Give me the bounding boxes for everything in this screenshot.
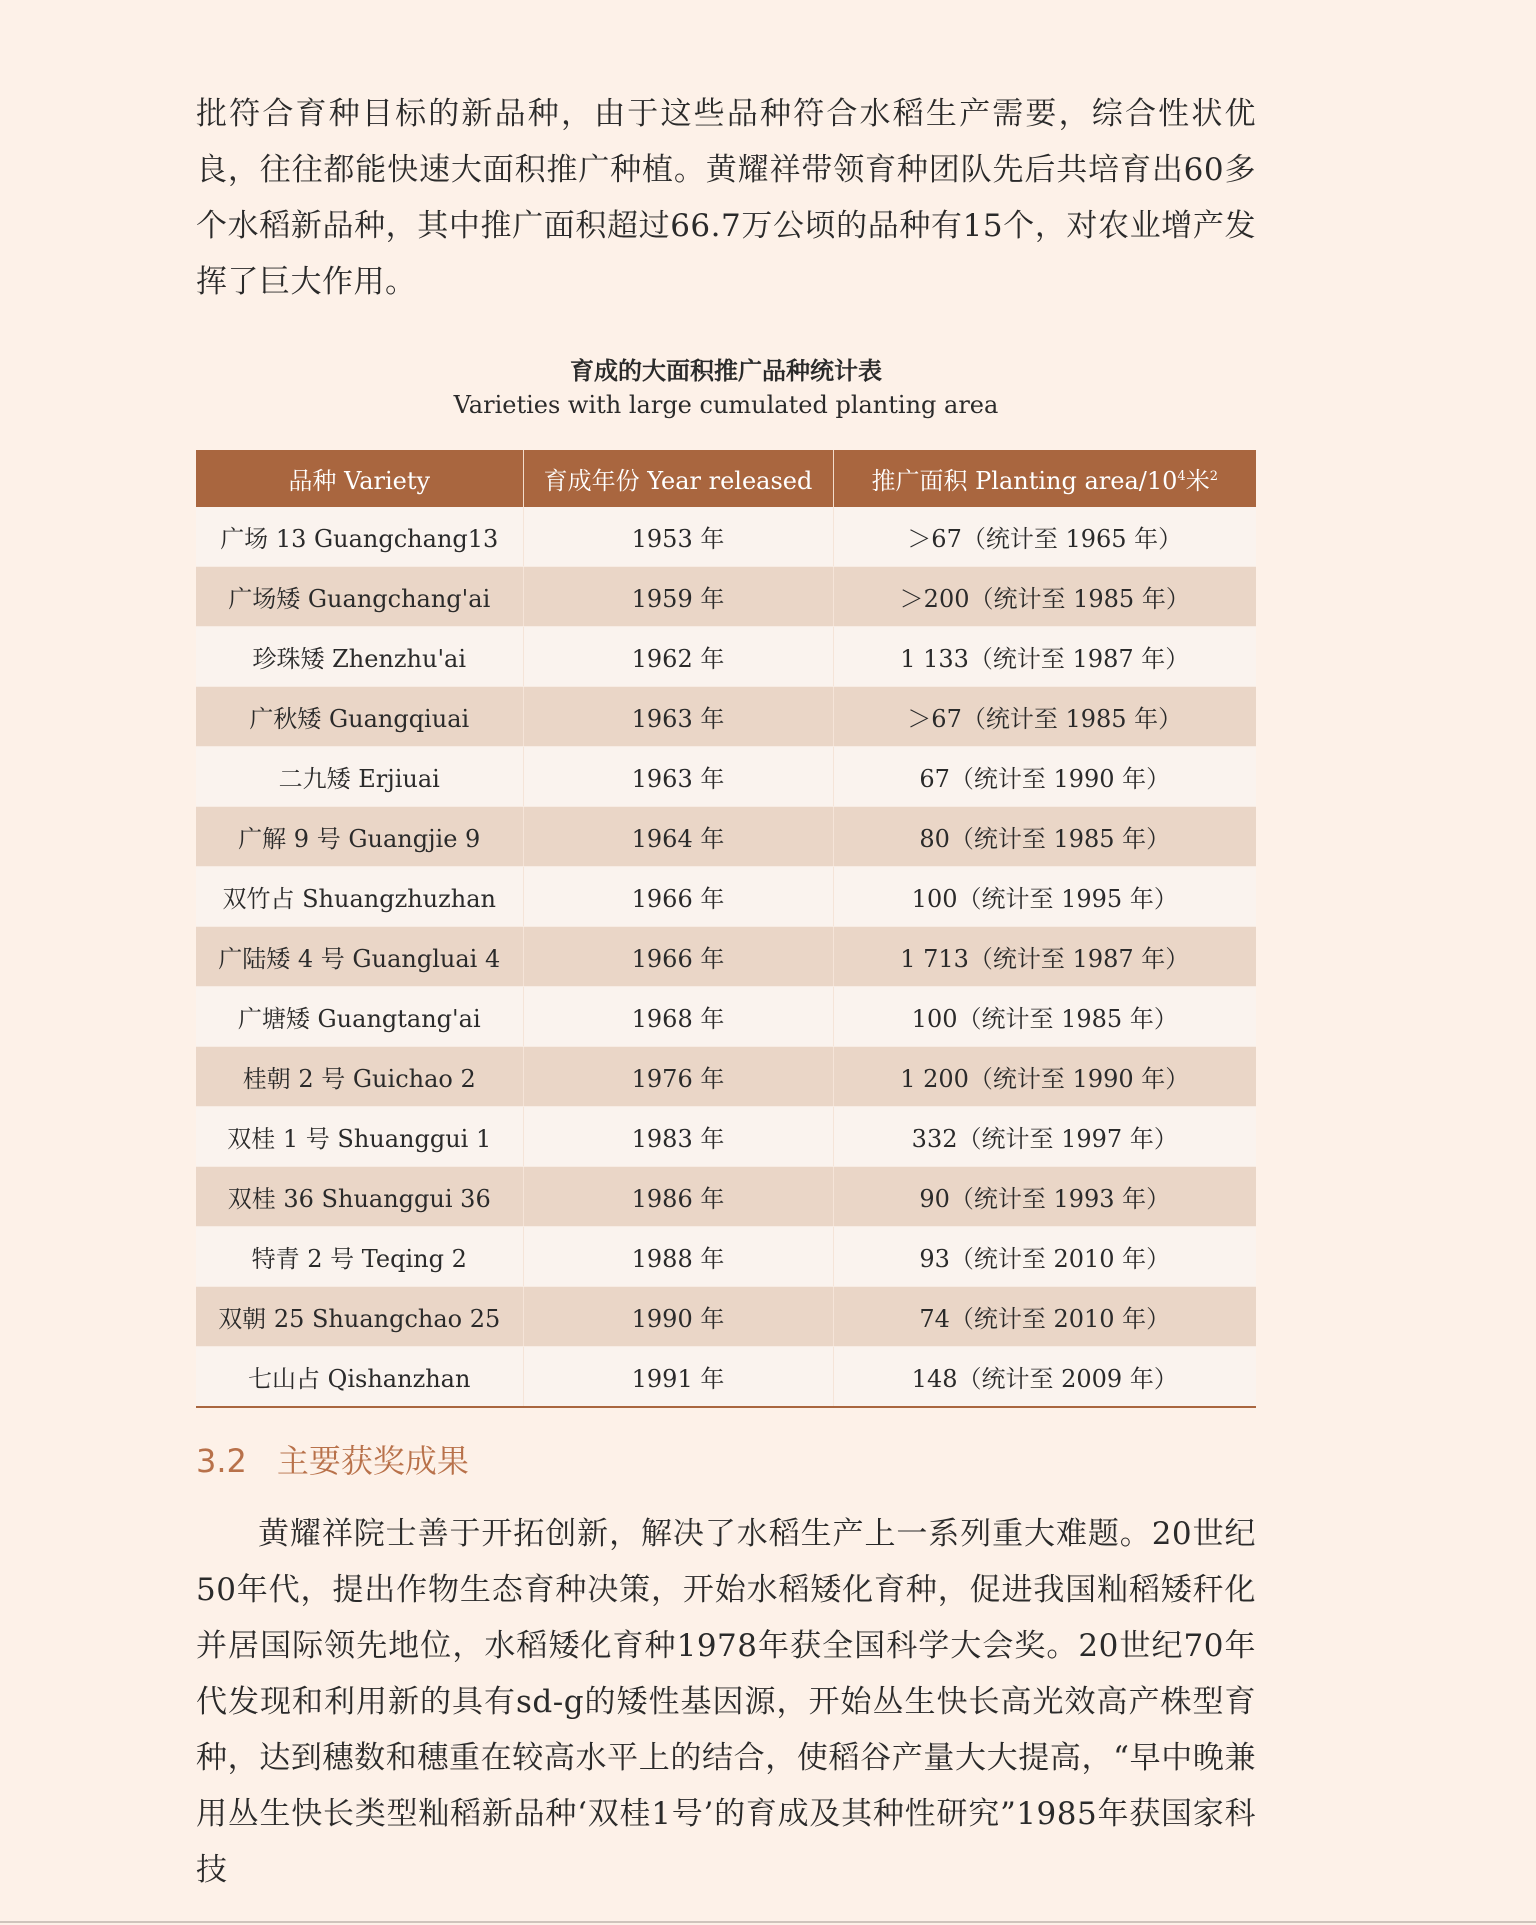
page-content [196, 86, 1256, 1898]
table-row [196, 747, 1256, 807]
cell-variety: 特青 2 号 Teqing 2 [196, 1227, 523, 1287]
cell-area: ＞67（统计至 1965 年） [833, 507, 1256, 567]
cell-area: 93（统计至 2010 年） [833, 1227, 1256, 1287]
cell-year: 1966 年 [523, 927, 833, 987]
cell-year: 1990 年 [523, 1287, 833, 1347]
table-row [196, 1347, 1256, 1408]
table-row [196, 1287, 1256, 1347]
table-row [196, 1107, 1256, 1167]
table-row [196, 867, 1256, 927]
cell-area: 148（统计至 2009 年） [833, 1347, 1256, 1408]
section-number: 3.2 [196, 1442, 247, 1480]
table-title: 育成的大面积推广品种统计表 [570, 357, 882, 385]
table-row [196, 927, 1256, 987]
table-row [196, 1227, 1256, 1287]
cell-area: 67（统计至 1990 年） [833, 747, 1256, 807]
table-row [196, 507, 1256, 567]
table-row [196, 567, 1256, 627]
cell-area: ＞200（统计至 1985 年） [833, 567, 1256, 627]
section-heading [196, 1438, 1256, 1484]
cell-area: 1 200（统计至 1990 年） [833, 1047, 1256, 1107]
cell-year: 1962 年 [523, 627, 833, 687]
cell-year: 1963 年 [523, 747, 833, 807]
header-area-exp: 4 [1177, 469, 1186, 484]
cell-year: 1963 年 [523, 687, 833, 747]
header-area [833, 450, 1256, 507]
cell-year: 1986 年 [523, 1167, 833, 1227]
header-year: 育成年份 Year released [523, 450, 833, 507]
cell-area: 74（统计至 2010 年） [833, 1287, 1256, 1347]
varieties-table [196, 450, 1256, 1408]
cell-area: 332（统计至 1997 年） [833, 1107, 1256, 1167]
cell-variety: 广秋矮 Guangqiuai [196, 687, 523, 747]
header-area-unit: 米 [1185, 467, 1210, 495]
cell-year: 1953 年 [523, 507, 833, 567]
cell-variety: 广解 9 号 Guangjie 9 [196, 807, 523, 867]
cell-variety: 广场 13 Guangchang13 [196, 507, 523, 567]
cell-year: 1968 年 [523, 987, 833, 1047]
table-row [196, 627, 1256, 687]
table-row [196, 1047, 1256, 1107]
cell-year: 1988 年 [523, 1227, 833, 1287]
table-body [196, 507, 1256, 1407]
cell-variety: 双桂 1 号 Shuanggui 1 [196, 1107, 523, 1167]
cell-area: 1 713（统计至 1987 年） [833, 927, 1256, 987]
header-area-prefix: 推广面积 Planting area/10 [871, 467, 1178, 495]
cell-year: 1976 年 [523, 1047, 833, 1107]
cell-area: 100（统计至 1985 年） [833, 987, 1256, 1047]
cell-area: 80（统计至 1985 年） [833, 807, 1256, 867]
cell-variety: 广塘矮 Guangtang'ai [196, 987, 523, 1047]
cell-year: 1959 年 [523, 567, 833, 627]
cell-area: 90（统计至 1993 年） [833, 1167, 1256, 1227]
cell-variety: 广场矮 Guangchang'ai [196, 567, 523, 627]
bottom-rule [0, 1921, 1536, 1923]
cell-variety: 桂朝 2 号 Guichao 2 [196, 1047, 523, 1107]
table-row [196, 687, 1256, 747]
table-row [196, 807, 1256, 867]
cell-year: 1991 年 [523, 1347, 833, 1408]
table-subtitle: Varieties with large cumulated planting area [453, 391, 999, 419]
cell-variety: 二九矮 Erjiuai [196, 747, 523, 807]
cell-variety: 广陆矮 4 号 Guangluai 4 [196, 927, 523, 987]
cell-year: 1966 年 [523, 867, 833, 927]
header-variety: 品种 Variety [196, 450, 523, 507]
section-title: 主要获奖成果 [276, 1442, 469, 1480]
cell-variety: 双桂 36 Shuanggui 36 [196, 1167, 523, 1227]
cell-variety: 双竹占 Shuangzhuzhan [196, 867, 523, 927]
table-row [196, 1167, 1256, 1227]
cell-area: 100（统计至 1995 年） [833, 867, 1256, 927]
header-area-unit-exp: 2 [1209, 469, 1218, 484]
body-paragraph: 黄耀祥院士善于开拓创新，解决了水稻生产上一系列重大难题。20世纪50年代，提出作物生态育种决策，开始水稻矮化育种，促进我国籼稻矮秆化并居国际领先地位，水稻矮化育种1978年获全国科学大会奖。20世纪70年代发现和利用新的具有sd-g的矮性基因源，开始丛生快长高光效高产株型育种，达到穗数和穗重在较高水平上的结合，使稻谷产量大大提高，“早中晚兼用丛生快长类型籼稻新品种‘双桂1号’的育成及其种性研究”1985年获国家科技 [196, 1516, 1256, 1888]
cell-variety: 七山占 Qishanzhan [196, 1347, 523, 1408]
cell-area: ＞67（统计至 1985 年） [833, 687, 1256, 747]
cell-variety: 双朝 25 Shuangchao 25 [196, 1287, 523, 1347]
cell-area: 1 133（统计至 1987 年） [833, 627, 1256, 687]
table-header-row [196, 450, 1256, 507]
table-row [196, 987, 1256, 1047]
intro-paragraph: 批符合育种目标的新品种，由于这些品种符合水稻生产需要，综合性状优良，往往都能快速大面积推广种植。黄耀祥带领育种团队先后共培育出60多个水稻新品种，其中推广面积超过66.7万公顷的品种有15个，对农业增产发挥了巨大作用。 [196, 96, 1256, 300]
cell-variety: 珍珠矮 Zhenzhu'ai [196, 627, 523, 687]
cell-year: 1983 年 [523, 1107, 833, 1167]
cell-year: 1964 年 [523, 807, 833, 867]
